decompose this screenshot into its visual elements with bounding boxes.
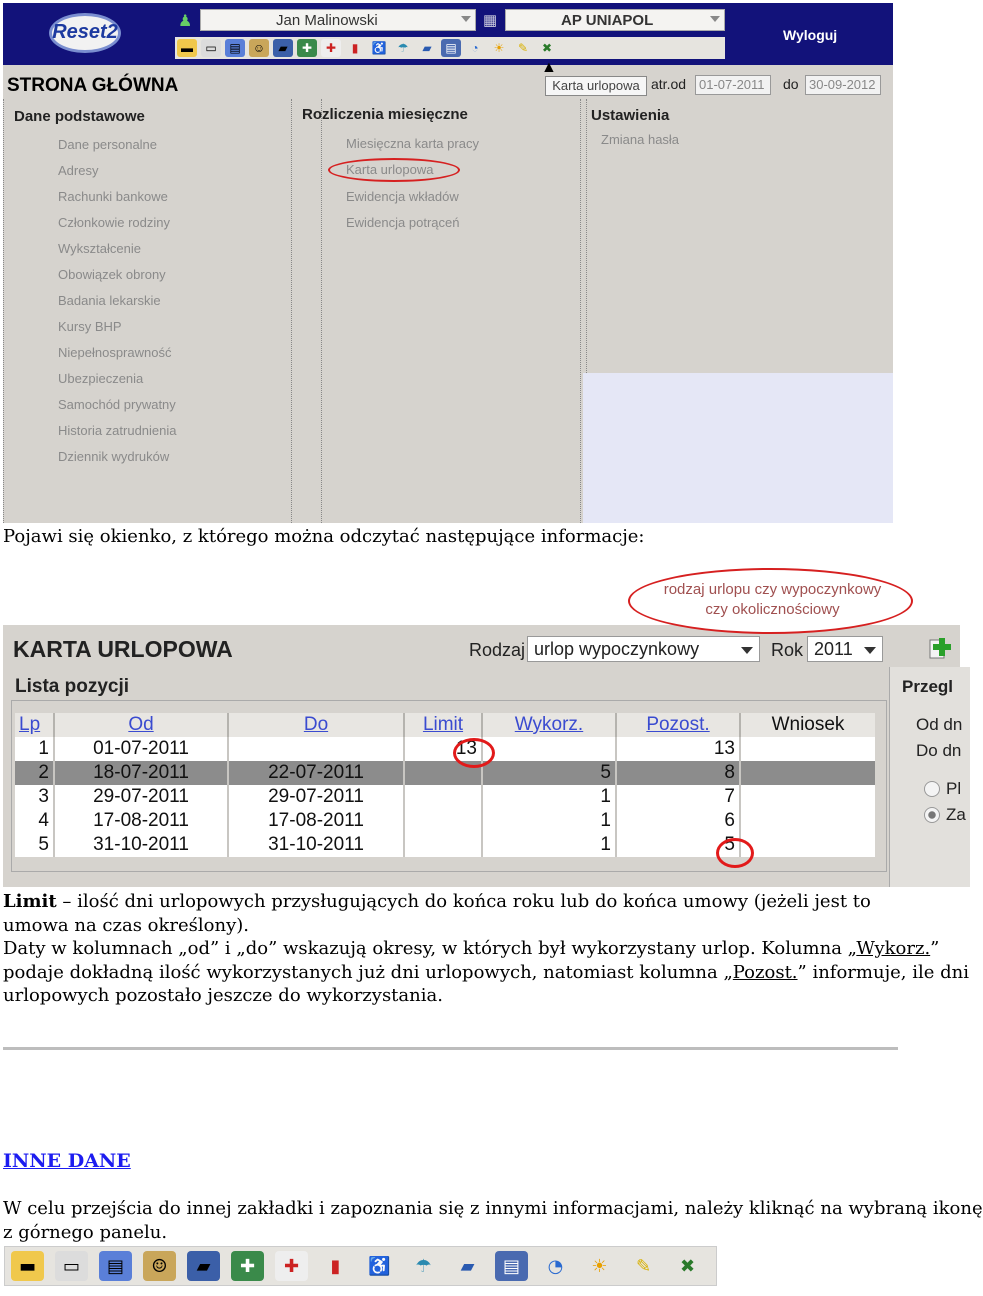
- table-row[interactable]: [15, 761, 875, 785]
- cell-wniosek: [740, 833, 875, 857]
- cell-od: 17-08-2011: [54, 809, 228, 833]
- menu-item-education[interactable]: Wykształcenie: [58, 241, 141, 256]
- sun-icon[interactable]: ☀: [591, 1255, 608, 1277]
- table-row[interactable]: [15, 785, 875, 809]
- leave-table: [15, 713, 875, 857]
- cell-wniosek: [740, 785, 875, 809]
- main-menu-screenshot: [3, 3, 893, 523]
- cell-wykorz: [482, 737, 616, 761]
- menu-item-bank-accounts[interactable]: Rachunki bankowe: [58, 189, 168, 204]
- menu-item-work-card[interactable]: Miesięczna karta pracy: [346, 136, 479, 151]
- history-icon[interactable]: ◔: [547, 1255, 564, 1277]
- radio-label-2: Za: [946, 805, 966, 824]
- limit-term: Limit: [3, 891, 57, 912]
- people-icon[interactable]: ☺: [249, 39, 269, 57]
- cell-lp: 3: [15, 785, 54, 809]
- cell-do: 29-07-2011: [228, 785, 404, 809]
- pencil-icon[interactable]: ✎: [635, 1255, 652, 1277]
- menu-item-private-car[interactable]: Samochód prywatny: [58, 397, 176, 412]
- chevron-down-icon: [710, 16, 720, 22]
- medical-icon[interactable]: ✚: [231, 1251, 264, 1281]
- wheelchair-icon[interactable]: ♿: [368, 1255, 391, 1277]
- section-heading-link[interactable]: INNE DANE: [3, 1150, 131, 1172]
- folder-icon[interactable]: ▬: [177, 39, 197, 57]
- used-days-line: podaje dokładną ilość wykorzystanych już dni urlopowych, natomiast kolumna „Pozost.” informuje, ile dni: [3, 962, 970, 983]
- cell-wykorz: 1: [482, 785, 616, 809]
- header-wniosek: Wniosek: [740, 713, 875, 737]
- radio-label-1: Pl: [946, 779, 962, 798]
- app-logo: Reset2: [49, 13, 121, 53]
- card-icon[interactable]: ▭: [201, 39, 221, 57]
- highlight-circle-limit: [453, 738, 495, 768]
- fire-extinguisher-icon[interactable]: ▮: [351, 41, 359, 55]
- toolbar-icon-strip: [4, 1246, 717, 1286]
- cell-limit: [404, 809, 482, 833]
- intro-text: Pojawi się okienko, z którego można odczytać następujące informacje:: [3, 526, 645, 547]
- type-label: Rodzaj: [469, 640, 526, 660]
- cell-do: 22-07-2011: [228, 761, 404, 785]
- menu-item-employment-history[interactable]: Historia zatrudnienia: [58, 423, 177, 438]
- year-label: Rok: [771, 640, 804, 660]
- header-wykorz[interactable]: Wykorz.: [482, 713, 616, 737]
- card-icon[interactable]: ▭: [55, 1251, 88, 1281]
- umbrella-icon[interactable]: ☂: [397, 41, 409, 55]
- car-icon[interactable]: ▰: [460, 1255, 475, 1277]
- cell-pozost: 5: [616, 833, 740, 857]
- cell-pozost: 8: [616, 761, 740, 785]
- column-divider: [321, 99, 322, 523]
- overview-title: Przegl: [902, 677, 954, 696]
- pozost-term: Pozost.: [732, 962, 798, 983]
- overview-from: Od dn: [916, 715, 963, 734]
- cursor-icon: ▲: [541, 59, 557, 76]
- menu-item-insurance[interactable]: Ubezpieczenia: [58, 371, 144, 386]
- first-aid-icon[interactable]: ✚: [321, 39, 341, 57]
- cell-pozost: 7: [616, 785, 740, 809]
- book-icon[interactable]: ▰: [273, 39, 293, 57]
- cell-lp: 4: [15, 809, 54, 833]
- top-bar: [3, 3, 893, 65]
- cell-pozost: 13: [616, 737, 740, 761]
- cell-lp: 2: [15, 761, 54, 785]
- cell-od: 01-07-2011: [54, 737, 228, 761]
- card-title: KARTA URLOPOWA: [13, 636, 233, 662]
- divider: [3, 1047, 898, 1050]
- cell-wniosek: [740, 761, 875, 785]
- cell-limit: [404, 833, 482, 857]
- user-select[interactable]: Jan Malinowski: [200, 9, 476, 31]
- cell-lp: 5: [15, 833, 54, 857]
- sun-icon[interactable]: ☀: [493, 41, 505, 55]
- first-aid-icon[interactable]: ✚: [275, 1251, 308, 1281]
- header-lp[interactable]: Lp: [15, 713, 54, 737]
- table-row[interactable]: [15, 809, 875, 833]
- menu-item-change-password[interactable]: Zmiana hasła: [601, 132, 680, 147]
- cell-wykorz: 1: [482, 809, 616, 833]
- cell-od: 31-10-2011: [54, 833, 228, 857]
- column-divider: [291, 99, 292, 523]
- document-icon[interactable]: ▤: [441, 39, 461, 57]
- medical-icon[interactable]: ✚: [297, 39, 317, 57]
- column-title-monthly: Rozliczenia miesięczne: [302, 106, 468, 123]
- leave-type-select[interactable]: urlop wypoczynkowy: [527, 636, 760, 662]
- document-icon[interactable]: ▤: [495, 1251, 528, 1281]
- fire-extinguisher-icon[interactable]: ▮: [330, 1255, 341, 1277]
- menu-item-contributions[interactable]: Ewidencja wkładów: [346, 189, 459, 204]
- cell-od: 18-07-2011: [54, 761, 228, 785]
- table-header-row: [15, 713, 875, 737]
- overview-to: Do dn: [916, 741, 962, 760]
- chevron-down-icon: [864, 647, 876, 654]
- highlight-circle-remaining: [716, 838, 754, 868]
- header-limit[interactable]: Limit: [404, 713, 482, 737]
- column-divider: [580, 99, 581, 523]
- date-to-input[interactable]: 30-09-2012: [805, 75, 881, 95]
- callout-ellipse: [628, 568, 913, 634]
- table-row[interactable]: [15, 737, 875, 761]
- cell-wniosek: [740, 737, 875, 761]
- cell-limit: 13: [404, 737, 482, 761]
- chevron-down-icon: [741, 647, 753, 654]
- column-divider: [3, 99, 4, 523]
- remaining-line: urlopowych pozostało jeszcze do wykorzystania.: [3, 985, 443, 1006]
- date-to-label: do: [783, 76, 799, 92]
- id-card-icon[interactable]: ▤: [225, 39, 245, 57]
- limit-description: – ilość dni urlopowych przysługujących do końca roku lub do końca umowy (jeżeli jest to umowa na czas określony).: [3, 891, 871, 936]
- add-icon[interactable]: [927, 636, 953, 662]
- building-icon: ▦: [483, 12, 498, 29]
- menu-item-personal[interactable]: Dane personalne: [58, 137, 158, 152]
- radio-option-2[interactable]: [924, 807, 940, 823]
- overview-panel: [889, 667, 970, 887]
- column-title-basic: Dane podstawowe: [14, 108, 145, 125]
- menu-item-disability[interactable]: Niepełnosprawność: [58, 345, 172, 360]
- header-do[interactable]: Do: [228, 713, 404, 737]
- pencil-icon[interactable]: ✎: [517, 41, 529, 55]
- empty-panel: [583, 373, 893, 523]
- cell-wniosek: [740, 809, 875, 833]
- menu-item-addresses[interactable]: Adresy: [58, 163, 99, 178]
- menu-item-family[interactable]: Członkowie rodziny: [58, 215, 170, 230]
- book-icon[interactable]: ▰: [187, 1251, 220, 1281]
- wykorz-term: Wykorz.: [856, 938, 931, 959]
- tooltip: Karta urlopowa: [545, 76, 647, 96]
- radio-option-1[interactable]: [924, 781, 940, 797]
- column-title-settings: Ustawienia: [591, 107, 670, 124]
- company-select[interactable]: AP UNIAPOL: [505, 9, 725, 31]
- cell-wykorz: 5: [482, 761, 616, 785]
- highlight-ellipse: [328, 158, 460, 182]
- wheelchair-icon[interactable]: ♿: [371, 41, 387, 55]
- tools-icon[interactable]: ✖: [541, 41, 553, 55]
- logout-link[interactable]: Wyloguj: [783, 27, 838, 43]
- callout-line-1: rodzaj urlopu czy wypoczynkowy: [663, 581, 882, 598]
- list-title: Lista pozycji: [15, 676, 130, 697]
- header-od[interactable]: Od: [54, 713, 228, 737]
- header-pozost[interactable]: Pozost.: [616, 713, 740, 737]
- date-from-input[interactable]: 01-07-2011: [695, 75, 771, 95]
- menu-item-deductions[interactable]: Ewidencja potrąceń: [346, 215, 460, 230]
- id-card-icon[interactable]: ▤: [99, 1251, 132, 1281]
- cell-do: 31-10-2011: [228, 833, 404, 857]
- callout-line-2: czy okolicznościowy: [705, 601, 840, 618]
- menu-item-leave-card[interactable]: Karta urlopowa: [346, 162, 434, 177]
- umbrella-icon[interactable]: ☂: [415, 1255, 432, 1277]
- car-icon[interactable]: ▰: [422, 41, 432, 55]
- menu-item-medical[interactable]: Badania lekarskie: [58, 293, 161, 308]
- tools-icon[interactable]: ✖: [679, 1255, 696, 1277]
- dates-line: Daty w kolumnach „od” i „do” wskazują okresy, w których był wykorzystany urlop. Kolumna „Wykorz.”: [3, 938, 940, 959]
- cell-lp: 1: [15, 737, 54, 761]
- cell-wykorz: 1: [482, 833, 616, 857]
- cell-do: [228, 737, 404, 761]
- menu-item-safety-courses[interactable]: Kursy BHP: [58, 319, 122, 334]
- chevron-down-icon: [461, 16, 471, 22]
- date-from-label: atr.od: [651, 76, 687, 92]
- page-title: STRONA GŁÓWNA: [7, 75, 179, 96]
- toolbar: [175, 37, 725, 59]
- menu-item-military[interactable]: Obowiązek obrony: [58, 267, 166, 282]
- user-icon: ♟: [178, 13, 193, 30]
- cell-pozost: 6: [616, 809, 740, 833]
- year-select[interactable]: 2011: [807, 636, 883, 662]
- instruction-line-2: z górnego panelu.: [3, 1222, 168, 1243]
- instruction-line-1: W celu przejścia do innej zakładki i zapoznania się z innymi informacjami, należy kliknąć na wybraną ikonę: [3, 1198, 983, 1219]
- cell-limit: [404, 785, 482, 809]
- people-icon[interactable]: ☺: [143, 1251, 176, 1281]
- folder-icon[interactable]: ▬: [11, 1251, 44, 1281]
- history-icon[interactable]: ◔: [471, 41, 479, 55]
- limit-paragraph: [3, 890, 913, 937]
- cell-od: 29-07-2011: [54, 785, 228, 809]
- cell-do: 17-08-2011: [228, 809, 404, 833]
- menu-item-print-log[interactable]: Dziennik wydruków: [58, 449, 170, 464]
- leave-card-screenshot: [3, 560, 966, 887]
